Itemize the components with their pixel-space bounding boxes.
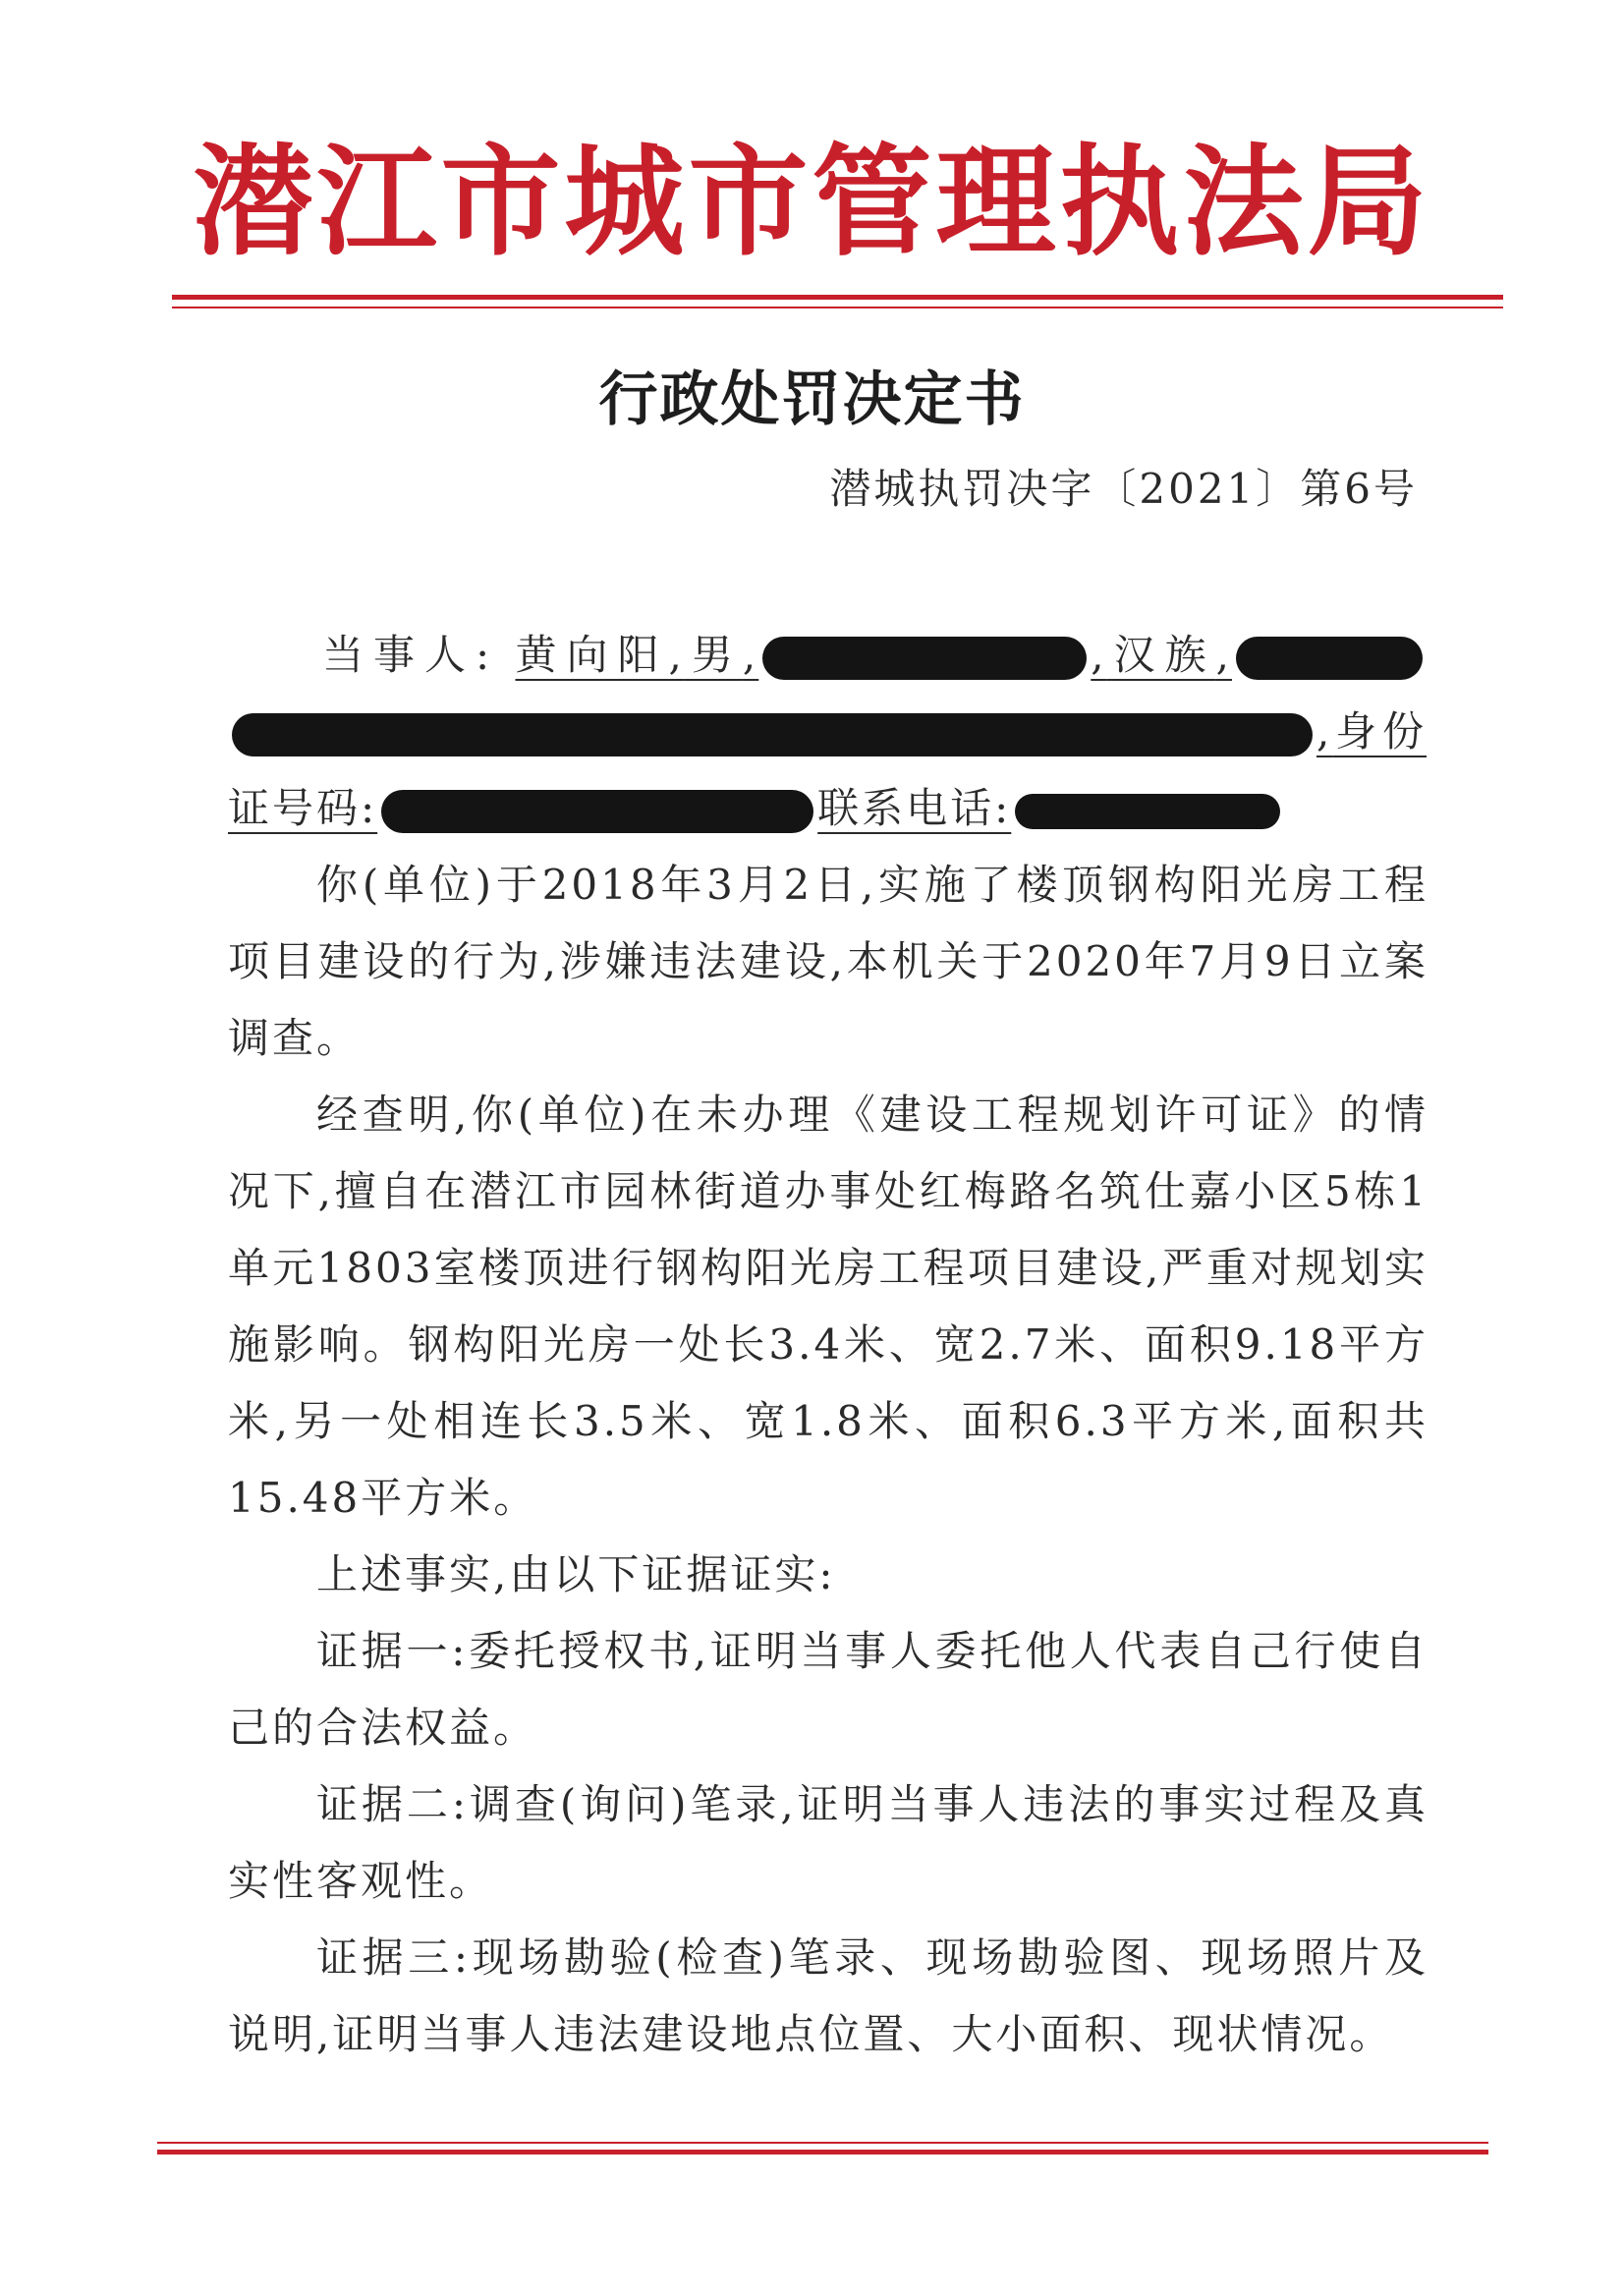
party-label: 当事人:	[322, 631, 493, 679]
party-gender: 男	[684, 631, 743, 679]
document-title: 行政处罚决定书	[598, 365, 1026, 434]
party-phone-label: 联系电话:	[817, 784, 1012, 832]
letterhead-rule-thin	[172, 307, 1503, 308]
redaction-phone-number	[1015, 794, 1280, 829]
party-info	[228, 617, 1427, 847]
redaction-address-part2	[232, 713, 1313, 756]
footer-rule-thick	[157, 2150, 1488, 2155]
paragraph-findings: 经查明,你(单位)在未办理《建设工程规划许可证》的情况下,擅自在潜江市园林街道办事处红梅路名筑仕嘉小区5栋1单元1803室楼顶进行钢构阳光房工程项目建设,严重对规划实施影响。钢构阳光房一处长3.4米、宽2.7米、面积9.18平方米,另一处相连长3.5米、宽1.8米、面积6.3平方米,面积共15.48平方米。	[228, 1091, 1428, 1522]
paragraph-evidence-2: 证据二:调查(询问)笔录,证明当事人违法的事实过程及真实性客观性。	[228, 1780, 1428, 1905]
redaction-birthdate	[762, 637, 1087, 680]
paragraph-evidence-1: 证据一:委托授权书,证明当事人委托他人代表自己行使自己的合法权益。	[228, 1627, 1428, 1752]
party-ethnicity: 汉族	[1106, 631, 1216, 679]
document-number: 潜城执罚决字〔2021〕第6号	[829, 465, 1418, 513]
letterhead-rule-thick	[172, 295, 1503, 300]
paragraph-filing: 你(单位)于2018年3月2日,实施了楼顶钢构阳光房工程项目建设的行为,涉嫌违法建设,本机关于2020年7月9日立案调查。	[228, 861, 1428, 1062]
party-details: 黄向阳,男, ,汉族,,身份证号码: 联系电话:	[228, 631, 1427, 832]
redaction-id-number	[381, 790, 813, 833]
paragraph-evidence-3: 证据三:现场勘验(检查)笔录、现场勘验图、现场照片及说明,证明当事人违法建设地点位置、大小面积、现状情况。	[228, 1933, 1428, 2058]
paragraph-evidence-intro: 上述事实,由以下证据证实:	[316, 1550, 836, 1598]
redaction-address-part1	[1236, 637, 1423, 680]
footer-rule-thin	[157, 2142, 1488, 2144]
letterhead-organization: 潜江市城市管理执法局	[193, 131, 1431, 272]
party-id-label: 身份证号码:	[228, 707, 1427, 832]
party-name: 黄向阳	[515, 631, 669, 679]
